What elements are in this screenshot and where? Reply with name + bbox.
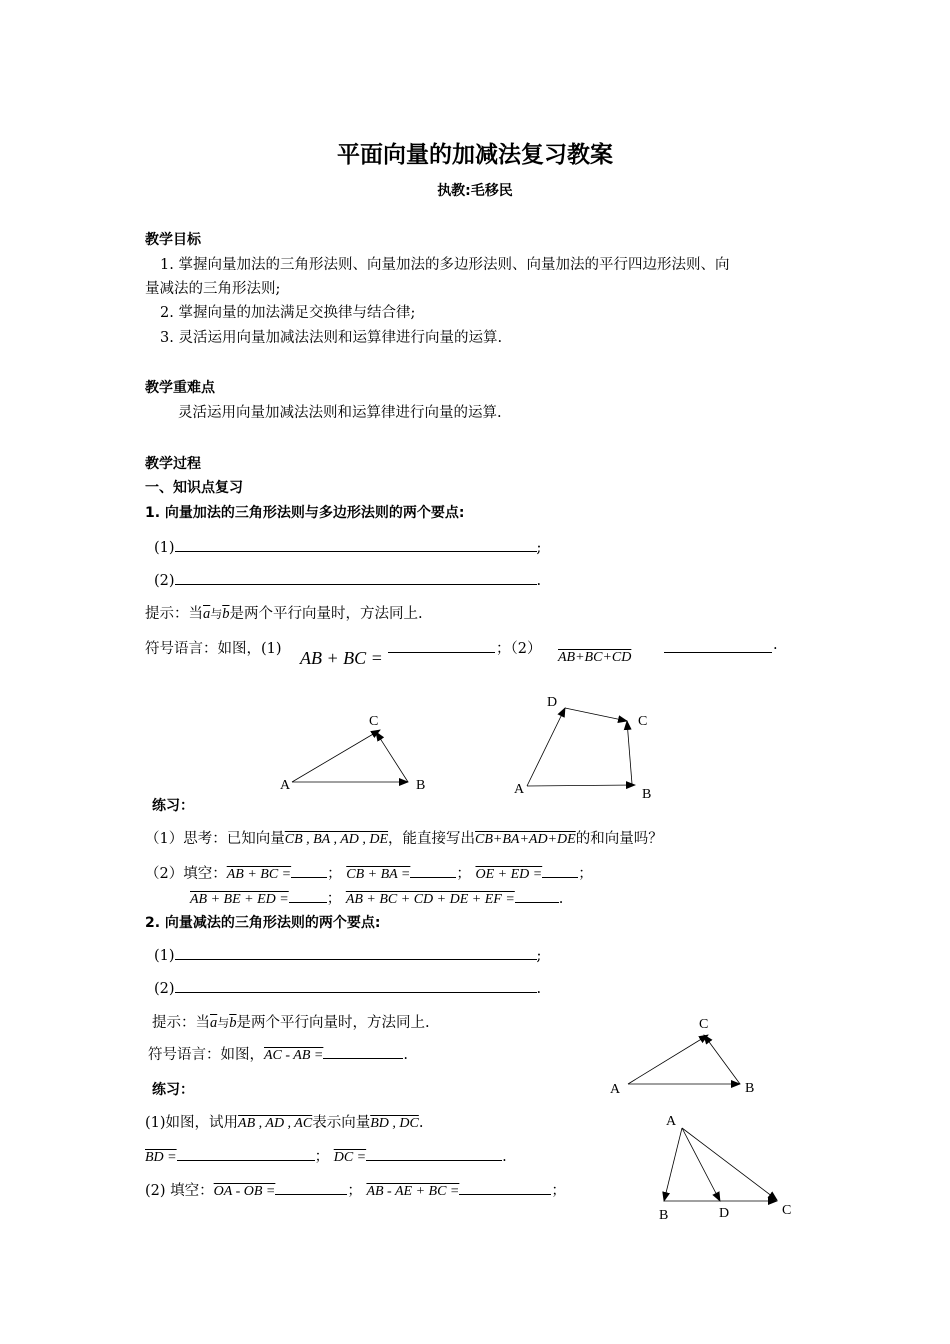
q1-suffix: 的和向量吗？ (575, 831, 663, 847)
goal-item-1-cont: 量减法的三角形法则; (145, 281, 281, 297)
answer-line[interactable] (664, 636, 772, 653)
vector-b: $\overline{b}$ (222, 606, 230, 622)
q2-expr-1: AB + BC = (226, 867, 292, 882)
answer-line[interactable] (175, 537, 537, 552)
semicolon: ； (347, 1183, 362, 1199)
bd-label: BD = (145, 1150, 177, 1165)
page-title: 平面向量的加减法复习教案 (337, 142, 613, 168)
q1-mid: ，能直接写出 (388, 831, 476, 847)
point-a-label: A (610, 1082, 621, 1097)
answer-line[interactable] (275, 1180, 347, 1195)
part1-symbol-prefix: 符号语言：如图，(1) (145, 641, 282, 657)
q1-mid: 表示向量 (312, 1115, 371, 1131)
symbol-end: . (773, 637, 778, 653)
symbol-prefix: 符号语言：如图， (148, 1047, 264, 1063)
period: . (558, 891, 564, 907)
part-2-heading: 2. 向量减法的三角形法则的两个要点: (145, 915, 381, 931)
q2-prefix: (2) 填空： (145, 1183, 214, 1199)
hint-prefix: 提示：当 (152, 1015, 210, 1031)
q2-expr-1: OA - OB = (213, 1184, 276, 1199)
semicolon: ； (327, 866, 342, 882)
point-b-label: B (745, 1081, 755, 1096)
goal-item-1: 1. 掌握向量加法的三角形法则、向量加法的多边形法则、向量加法的平行四边形法则、向 (160, 257, 730, 273)
vector-bc (376, 732, 408, 782)
answer-line[interactable] (291, 863, 327, 878)
vector-a: $\overline{a}$ (203, 606, 211, 622)
answer-line[interactable] (177, 1146, 315, 1161)
point-b-label: B (416, 778, 426, 793)
q1-prefix: （1）思考：已知向量 (145, 831, 285, 847)
practice-2-q1 (145, 1111, 423, 1132)
answer-line[interactable] (388, 636, 495, 653)
q1-end: . (418, 1115, 424, 1131)
q1-vectors: CB , BA , AD , DE (284, 832, 389, 847)
goal-item-2: 2. 掌握向量的加法满足交换律与结合律; (160, 305, 416, 321)
vector-b: $\overline{b}$ (229, 1015, 237, 1031)
figure-abdc (648, 1106, 798, 1224)
author: 执教:毛移民 (437, 183, 513, 199)
point-c-label: C (699, 1017, 709, 1032)
answer-line[interactable] (459, 1180, 551, 1195)
blank-label: (1) (154, 948, 175, 964)
keypoints-text: 灵活运用向量加减法法则和运算律进行向量的运算. (178, 405, 502, 421)
keypoints-heading: 教学重难点 (145, 380, 215, 396)
q2-expr-5: AB + BC + CD + DE + EF = (345, 892, 515, 907)
part2-blank-1 (154, 945, 541, 964)
point-a-label: A (514, 782, 525, 797)
section-1-heading: 一、知识点复习 (145, 480, 243, 496)
figure-triangle-addition (270, 705, 450, 800)
practice-2-q2 (145, 1179, 566, 1200)
point-c-label: C (782, 1203, 792, 1218)
practice-2-heading: 练习： (152, 1082, 194, 1098)
figure-polygon-addition (505, 688, 665, 803)
blank-end: ; (536, 540, 542, 556)
hint-suffix: 是两个平行向量时，方法同上. (229, 606, 423, 622)
answer-line[interactable] (175, 570, 537, 585)
hint-with: 与 (210, 607, 223, 621)
q2-expr-2: AB - AE + BC = (366, 1184, 460, 1199)
blank-end: . (536, 573, 542, 589)
practice-1-q2-line1 (145, 862, 593, 883)
practice-2-answers (145, 1145, 507, 1166)
vector-ad (682, 1128, 720, 1201)
semicolon: ； (578, 866, 593, 882)
point-d-label: D (719, 1206, 730, 1221)
process-heading: 教学过程 (145, 456, 201, 472)
part2-hint (152, 1011, 430, 1032)
blank-label: (1) (154, 540, 175, 556)
answer-line[interactable] (515, 888, 559, 903)
semicolon: ； (314, 1149, 330, 1165)
point-c-label: C (638, 714, 648, 729)
answer-line[interactable] (323, 1044, 403, 1059)
hint-with: 与 (217, 1016, 230, 1030)
vector-ac (292, 730, 380, 782)
blank-label: (2) (154, 981, 175, 997)
symbol-expr-2: AB+BC+CD (558, 650, 632, 665)
q2-expr-4: AB + BE + ED = (190, 892, 289, 907)
part2-symbol (148, 1043, 408, 1064)
answer-line[interactable] (542, 863, 578, 878)
vector-bc (627, 721, 632, 784)
vector-a: $\overline{a}$ (210, 1015, 218, 1031)
dc-label: DC = (333, 1150, 367, 1165)
vector-ad (527, 708, 565, 786)
part2-blank-2 (154, 978, 541, 997)
q1-targets: BD , DC (370, 1116, 419, 1131)
period: . (502, 1149, 507, 1165)
vector-dc (565, 708, 627, 721)
q1-vectors: AB , AD , AC (238, 1116, 313, 1131)
practice-1-q1 (145, 827, 663, 848)
point-b-label: B (642, 787, 652, 802)
answer-line[interactable] (289, 888, 327, 903)
symbol-expr-1: AB + BC = (300, 648, 383, 668)
vector-bc (704, 1035, 740, 1084)
point-d-label: D (547, 695, 558, 710)
symbol-end: . (403, 1047, 408, 1063)
goals-heading: 教学目标 (145, 232, 201, 248)
semicolon: ； (456, 866, 471, 882)
vector-ab (664, 1128, 682, 1201)
q2-expr-2: CB + BA = (346, 867, 411, 882)
answer-line[interactable] (175, 945, 537, 960)
vector-ac (682, 1128, 777, 1200)
point-a-label: A (280, 778, 291, 793)
part1-hint (145, 602, 423, 623)
symbol-sep: ；（2） (496, 641, 542, 657)
blank-label: (2) (154, 573, 175, 589)
figure-triangle-subtraction (600, 1010, 770, 1100)
practice-1-q2-line2 (190, 887, 563, 908)
blank-end: ; (536, 948, 542, 964)
hint-suffix: 是两个平行向量时，方法同上. (236, 1015, 430, 1031)
q2-prefix: （2）填空： (145, 866, 227, 882)
semicolon: ； (326, 891, 342, 907)
vector-ab (527, 785, 635, 786)
answer-line[interactable] (175, 978, 537, 993)
symbol-expr: AC - AB = (264, 1048, 324, 1063)
part-1-heading: 1. 向量加法的三角形法则与多边形法则的两个要点: (145, 505, 465, 521)
blank-end: . (536, 981, 542, 997)
hint-prefix: 提示：当 (145, 606, 203, 622)
part1-blank-1 (154, 537, 541, 556)
q1-prefix: (1)如图，试用 (145, 1115, 239, 1131)
answer-line[interactable] (366, 1146, 502, 1161)
part1-blank-2 (154, 570, 541, 589)
answer-line[interactable] (410, 863, 456, 878)
q2-expr-3: OE + ED = (475, 867, 543, 882)
q1-expr: CB+BA+AD+DE (475, 832, 576, 847)
goal-item-3: 3. 灵活运用向量加减法法则和运算律进行向量的运算. (160, 330, 503, 346)
point-a-label: A (666, 1114, 677, 1129)
practice-1-heading: 练习： (152, 798, 194, 814)
point-b-label: B (659, 1208, 669, 1223)
q2-end: ； (551, 1183, 566, 1199)
vector-ac (628, 1035, 708, 1084)
point-c-label: C (369, 714, 379, 729)
